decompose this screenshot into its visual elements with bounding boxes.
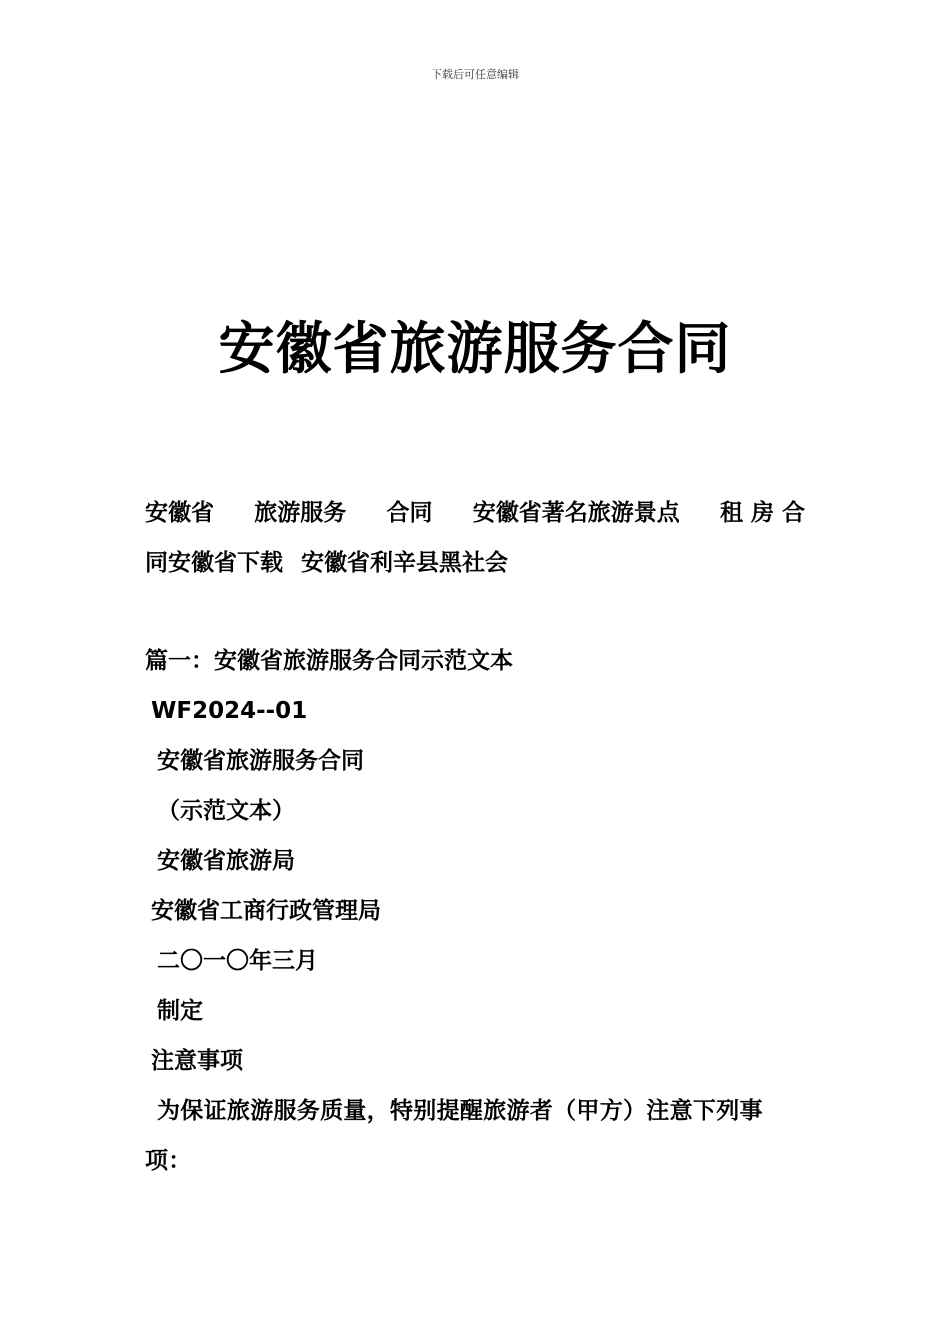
keyword: 租 房 合 — [719, 500, 805, 526]
issuer-commerce-bureau: 安徽省工商行政管理局 — [151, 898, 381, 924]
notice-paragraph: 为保证旅游服务质量，特别提醒旅游者（甲方）注意下列事项： — [145, 1098, 763, 1174]
issue-date: 二〇一〇年三月 — [157, 948, 318, 974]
keywords-line-1 — [145, 488, 805, 538]
keyword: 安徽省著名旅游景点 — [472, 500, 680, 526]
section-heading: 篇一：安徽省旅游服务合同示范文本 — [145, 648, 513, 674]
keyword: 安徽省利辛县黑社会 — [301, 550, 508, 576]
notice-heading: 注意事项 — [151, 1048, 243, 1074]
issuer-tourism-bureau: 安徽省旅游局 — [157, 848, 295, 874]
document-code: WF2024--01 — [151, 698, 308, 724]
keyword: 同安徽省下载 — [145, 550, 283, 576]
keywords-line-2 — [145, 538, 805, 588]
made-label: 制定 — [157, 998, 203, 1024]
contract-name: 安徽省旅游服务合同 — [157, 748, 364, 774]
keyword: 旅游服务 — [254, 500, 347, 526]
document-title: 安徽省旅游服务合同 — [218, 317, 732, 382]
document-body — [145, 636, 805, 1186]
keyword: 合同 — [386, 500, 433, 526]
header-note: 下载后可任意编辑 — [431, 68, 519, 81]
sample-note: （示范文本） — [157, 798, 295, 824]
keywords-block — [145, 488, 805, 588]
keyword: 安徽省 — [145, 500, 214, 526]
